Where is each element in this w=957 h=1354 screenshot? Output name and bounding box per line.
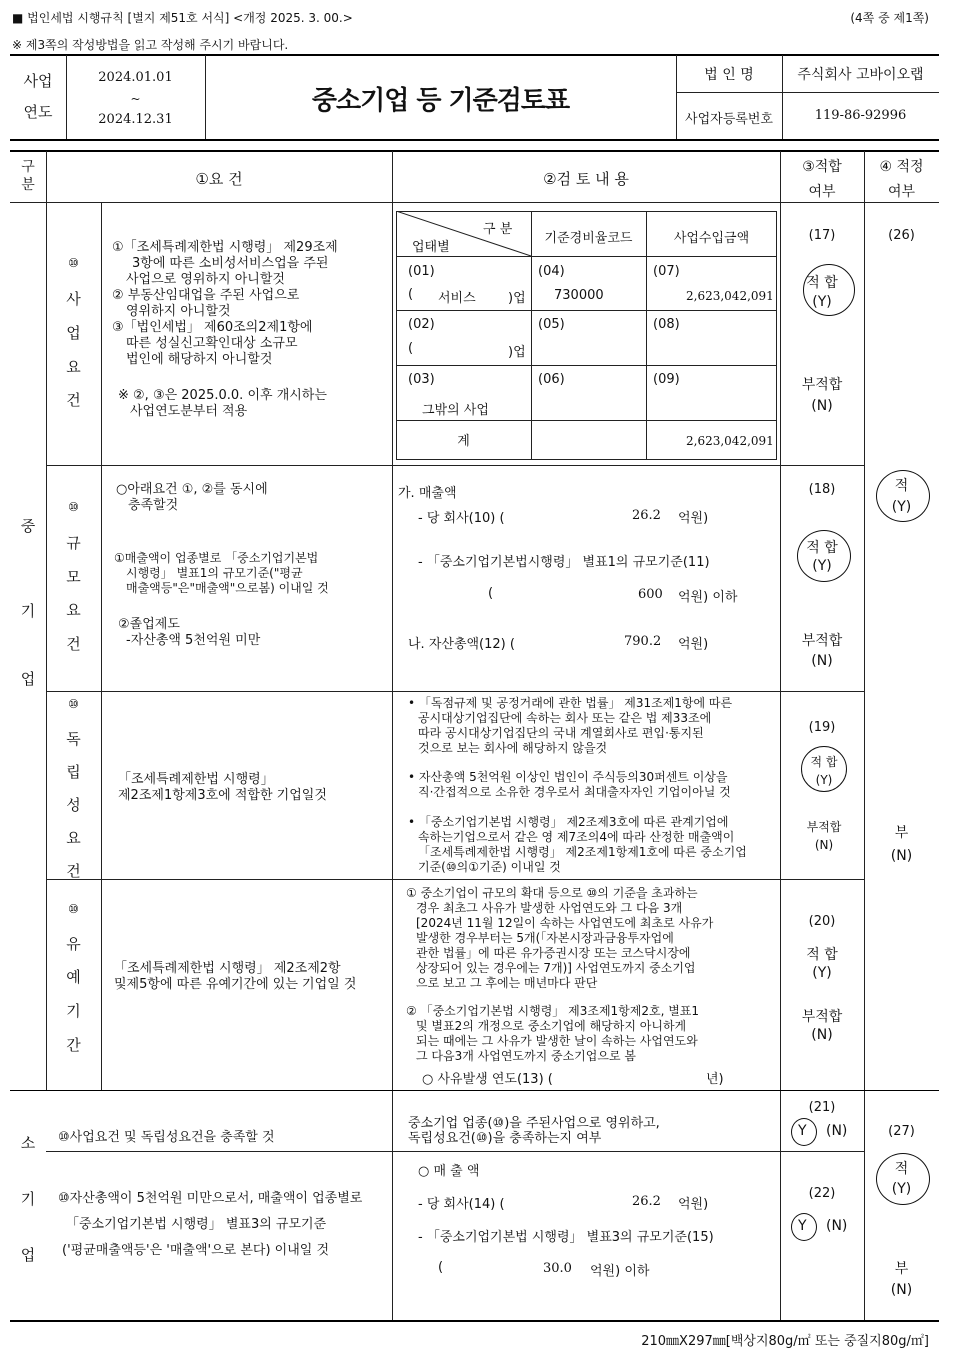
cell-04-code: 730000 — [554, 288, 604, 303]
r103-rev-2: • 자산총액 5천억원 이상인 법인이 주식등의30퍼센트 이상을 직·간접적으로 소유한 경우로서 최대출자자인 기업이아닐 것 — [408, 770, 731, 799]
col-header-fit4-line2: 여부 — [887, 184, 916, 200]
r104-rev-1: ① 중소기업이 규모의 확대 등으로 ⑩의 기준을 초과하는 경우 최초그 사유가 발생한 사업연도와 그 다음 3개 [2024년 11월 12일이 속하는 사업연도에 최초로 사유가 발생한 경우부터는 5개(「자본시장과금융투자업에 관한 법률」에 따른 유가증권시장 또는 코스닥시장에 상장되어 있는 경우에는 7개)] 사업연도까지 중소기업 으로 보고 그 후에는 매년마다 판단 — [406, 886, 714, 990]
biz-no: 119-86-92996 — [814, 108, 907, 123]
table-header-industry: 업태별 — [412, 240, 450, 255]
r102-req-intro: ○아래요건 ①, ②를 동시에 충족할것 — [116, 482, 268, 513]
r105-requirement: ⑩사업요건 및 독립성요건을 충족할 것 — [58, 1130, 275, 1145]
cell-01-open: ( — [408, 287, 414, 302]
r104-requirement: 「조세특례제한법 시행령」 제2조제2항 및제5항에 따른 유예기간에 있는 기업일 것 — [114, 961, 357, 992]
r102-fit-no-2: (N) — [811, 653, 833, 669]
total-label: 계 — [457, 434, 470, 449]
cell-07-no: (07) — [653, 264, 680, 279]
r102-label-3: 요 — [66, 601, 81, 619]
r103-fit-yes-1: 적 합 — [810, 755, 838, 769]
r101-label-3: 요 — [66, 358, 81, 376]
r106-rev-a2-open: ( — [438, 1260, 444, 1275]
side-sme-3: 업 — [20, 670, 36, 688]
year-label-2: 연도 — [23, 103, 53, 121]
cell-06-no: (06) — [538, 372, 565, 387]
side-small-2: 기 — [20, 1190, 36, 1208]
r102-rev-a1-value: 26.2 — [632, 508, 661, 523]
cell-03-text: 그밖의 사업 — [422, 403, 489, 418]
r101-label-1: 사 — [66, 290, 81, 308]
side-small-1: 소 — [20, 1134, 36, 1152]
final-sme-no-2: (N) — [890, 848, 913, 864]
col-header-fit4-line1: ④ 적정 — [879, 159, 924, 175]
period-end: 2024.12.31 — [98, 112, 173, 127]
final-sme-2: (Y) — [891, 499, 912, 515]
r105-fit-y: Y — [798, 1123, 807, 1139]
r101-requirement: ①「조세특례제한법 시행령」 제29조제 3항에 따른 소비성서비스업을 주된 사업으로 영위하지 아니할것 ② 부동산임대업을 주된 사업으로 영위하지 아니할것 ③「법인세법」 제60조의2제1항에 따른 성실신고확인대상 소규모 법인에 해당하지 아니할것 — [112, 240, 338, 367]
r106-requirement: ⑩자산총액이 5천억원 미만으로서, 매출액이 업종별로 「중소기업기본법 시행령」 별표3의 규모기준 ('평균매출액등'은 '매출액'으로 본다) 이내일 것 — [58, 1191, 363, 1258]
r101-label-2: 업 — [66, 324, 81, 342]
period-start: 2024.01.01 — [98, 70, 173, 85]
form-reference: ■ 법인세법 시행규칙 [별지 제51호 서식] <개정 2025. 3. 00.> — [12, 11, 353, 25]
cell-02-no: (02) — [408, 317, 435, 332]
r101-label-4: 건 — [66, 391, 81, 409]
r102-rev-a: 가. 매출액 — [398, 486, 457, 501]
r103-fit-yes-2: (Y) — [815, 773, 833, 787]
cell-02-suffix: )업 — [508, 345, 526, 360]
cell-07-amount: 2,623,042,091 — [686, 289, 774, 303]
r102-rev-b-unit: 억원) — [678, 637, 709, 652]
r106-fit-no: (22) — [808, 1186, 836, 1201]
r102-rev-a2: - 「중소기업기본법시행령」 별표1의 규모기준(11) — [418, 555, 710, 570]
r102-rev-b-value: 790.2 — [624, 634, 662, 649]
r104-label-1: 유 — [66, 935, 81, 953]
r104-num: ⑩ — [68, 902, 79, 916]
r105-fit-no: (21) — [808, 1100, 836, 1115]
r104-label-4: 간 — [66, 1036, 81, 1054]
col-header-category: 구분 — [21, 159, 35, 193]
cell-01-industry: 서비스 — [438, 291, 476, 306]
final-small-no-1: 부 — [894, 1261, 909, 1277]
r104-label-2: 예 — [66, 968, 81, 986]
final-sme-1: 적 — [894, 478, 909, 494]
r102-fit-yes-1: 적 합 — [806, 540, 838, 556]
col-header-fit3-line1: ③적합 — [802, 159, 842, 175]
r101-note: ※ ②, ③은 2025.0.0. 이후 개시하는 사업연도분부터 적용 — [118, 388, 327, 419]
page-title: 중소기업 등 기준검토표 — [311, 86, 570, 116]
final-small-2: (Y) — [891, 1181, 912, 1197]
r103-fit-no-2: (N) — [814, 838, 834, 852]
corp-name: 주식회사 고바이오랩 — [797, 67, 924, 83]
r104-fit-no-2: (N) — [811, 1027, 833, 1043]
r104-fit-no: (20) — [808, 914, 836, 929]
col-header-fit3-line2: 여부 — [808, 184, 836, 200]
r106-rev-a1-value: 26.2 — [632, 1194, 661, 1209]
r103-label-1: 독 — [66, 730, 81, 748]
biz-no-label: 사업자등록번호 — [685, 112, 773, 127]
table-header-revenue: 사업수입금액 — [673, 231, 750, 246]
r106-rev-a2-value: 30.0 — [543, 1261, 572, 1276]
r101-num: ⑩ — [68, 256, 79, 270]
table-header-gubun: 구 분 — [483, 222, 513, 237]
r106-rev-a: ○ 매 출 액 — [418, 1164, 480, 1179]
r101-fit-yes-1: 적 합 — [806, 275, 838, 291]
total-amount: 2,623,042,091 — [686, 434, 774, 448]
r104-rev-3-label: ○ 사유발생 연도(13) ( — [422, 1072, 553, 1087]
r101-fit-yes-2: (Y) — [812, 294, 832, 310]
r103-label-2: 립 — [66, 763, 81, 781]
r103-label-4: 요 — [66, 829, 81, 847]
final-no-26: (26) — [888, 228, 915, 243]
r103-fit-no-1: 부적합 — [806, 820, 842, 834]
final-small-1: 적 — [894, 1161, 909, 1177]
r106-rev-a2-unit: 억원) 이하 — [590, 1264, 650, 1279]
period-tilde: ~ — [130, 92, 141, 106]
r102-rev-a2-value: 600 — [638, 587, 663, 602]
r102-req-1: ①매출액이 업종별로 「중소기업기본법 시행령」 별표1의 규모기준("평균 매출액등"은"매출액"으로봄) 이내일 것 — [114, 551, 329, 595]
r102-label-4: 건 — [66, 635, 81, 653]
r106-rev-a2: - 「중소기업기본법 시행령」 별표3의 규모기준(15) — [418, 1230, 714, 1245]
r104-fit-no-1: 부적합 — [801, 1009, 843, 1025]
r102-req-2: ②졸업제도 -자산총액 5천억원 미만 — [118, 617, 261, 648]
r102-rev-b-label: 나. 자산총액(12) ( — [408, 637, 515, 652]
r103-rev-3: • 「중소기업기본법 시행령」 제2조제3호에 따른 관계기업에 속하는기업으로서 같은 영 제7조의4에 따라 산정한 매출액이 「조세특례제한법 시행령」 제2조제1항제1호에 따른 중소기업 기준(⑩의①기준) 이내일 것 — [408, 815, 747, 874]
cell-05-no: (05) — [538, 317, 565, 332]
cell-01-suffix: )업 — [508, 291, 526, 306]
corp-name-label: 법 인 명 — [704, 67, 754, 83]
r104-fit-yes-1: 적 합 — [806, 947, 838, 963]
r103-label-5: 건 — [66, 862, 81, 880]
side-sme-2: 기 — [20, 602, 36, 620]
cell-03-no: (03) — [408, 372, 435, 387]
r106-fit-n: (N) — [826, 1218, 848, 1234]
r102-rev-a2-open: ( — [488, 586, 494, 601]
side-sme-1: 중 — [20, 517, 36, 535]
final-sme-no-1: 부 — [894, 825, 909, 841]
r104-rev-3-unit: 년) — [706, 1072, 724, 1087]
final-small-no-2: (N) — [890, 1282, 913, 1298]
r101-fit-no-2: (N) — [811, 398, 833, 414]
r103-label-3: 성 — [66, 796, 81, 814]
r101-fit-no-1: 부적합 — [801, 377, 843, 393]
cell-09-no: (09) — [653, 372, 680, 387]
r106-rev-a1-label: - 당 회사(14) ( — [418, 1197, 505, 1212]
r104-label-3: 기 — [66, 1002, 81, 1020]
r102-fit-yes-2: (Y) — [812, 558, 832, 574]
year-label-1: 사업 — [23, 72, 53, 90]
r102-fit-no-1: 부적합 — [801, 633, 843, 649]
r106-rev-a1-unit: 억원) — [678, 1197, 709, 1212]
cell-08-no: (08) — [653, 317, 680, 332]
cell-04-no: (04) — [538, 264, 565, 279]
r102-num: ⑩ — [68, 500, 79, 514]
r102-fit-no: (18) — [808, 482, 836, 497]
r102-label-1: 규 — [66, 534, 81, 552]
r101-fit-no: (17) — [808, 228, 836, 243]
r104-fit-yes-2: (Y) — [812, 965, 832, 981]
cell-01-no: (01) — [408, 264, 435, 279]
r105-fit-n: (N) — [826, 1123, 848, 1139]
r102-label-2: 모 — [66, 568, 81, 586]
r103-requirement: 「조세특례제한법 시행령」 제2조제1항제3호에 적합한 기업일것 — [118, 772, 327, 803]
r106-fit-y: Y — [798, 1218, 807, 1234]
r103-num: ⑩ — [68, 697, 79, 711]
side-small-3: 업 — [20, 1246, 36, 1264]
r105-review: 중소기업 업종(⑩)을 주된사업으로 영위하고, 독립성요건(⑩)을 충족하는지 여부 — [408, 1116, 660, 1146]
r103-rev-1: • 「독점규제 및 공정거래에 관한 법률」 제31조제1항에 따른 공시대상기업집단에 속하는 회사 또는 같은 법 제33조에 따라 공시대상기업집단의 국내 계열회사로 편입·통지된 것으로 보는 회사에 해당하지 않을것 — [408, 696, 733, 755]
paper-spec: 210㎜X297㎜[백상지80g/㎡ 또는 중질지80g/㎡] — [641, 1334, 929, 1349]
col-header-requirement: ①요 건 — [195, 170, 243, 188]
r104-rev-2: ② 「중소기업기본법 시행령」 제3조제1항제2호, 별표1 및 별표2의 개정으로 중소기업에 해당하지 아니하게 되는 때에는 그 사유가 발생한 날이 속하는 사업연도와 그 다음3개 사업연도까지 중소기업으로 봄 — [406, 1004, 700, 1063]
r102-rev-a1-unit: 억원) — [678, 511, 709, 526]
r102-rev-a1-label: - 당 회사(10) ( — [418, 511, 505, 526]
instruction-text: ※ 제3쪽의 작성방법을 읽고 작성해 주시기 바랍니다. — [12, 38, 289, 52]
final-no-27: (27) — [888, 1124, 915, 1139]
r103-fit-no: (19) — [808, 720, 836, 735]
page-info: (4쪽 중 제1쪽) — [850, 11, 929, 25]
r102-rev-a2-unit: 억원) 이하 — [678, 590, 738, 605]
col-header-review: ②검 토 내 용 — [543, 170, 629, 188]
table-header-code: 기준경비율코드 — [544, 231, 633, 246]
cell-02-open: ( — [408, 341, 414, 356]
